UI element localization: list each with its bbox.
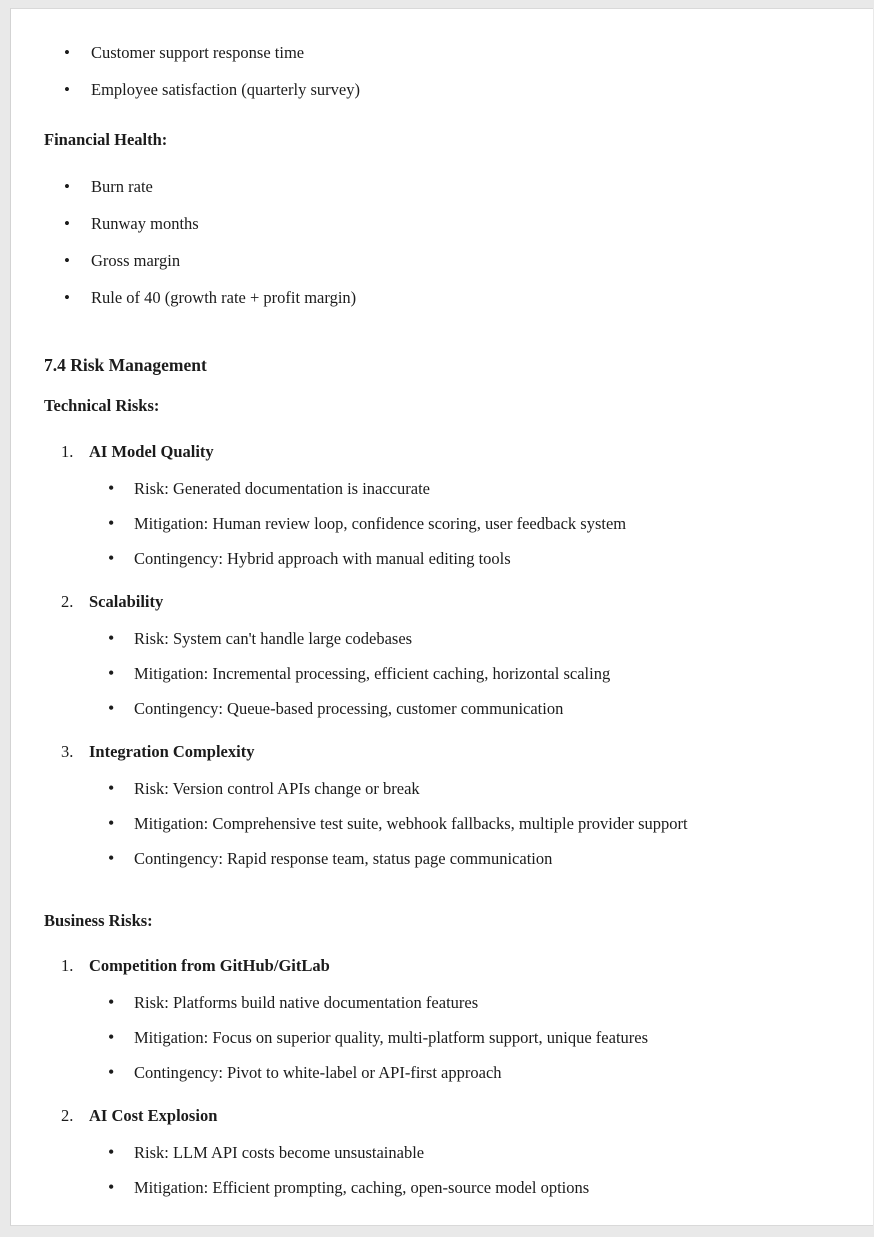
bullet-text: Contingency: Hybrid approach with manual editing tools	[134, 549, 511, 568]
section-heading-risk-management: 7.4 Risk Management	[44, 355, 207, 375]
sub-bullet-item	[11, 849, 873, 869]
sub-bullet-item	[11, 699, 873, 719]
sub-bullet-item	[11, 549, 873, 569]
bullet-text: Gross margin	[91, 251, 181, 270]
bullet-item	[11, 288, 873, 308]
numbered-item	[11, 1106, 873, 1126]
item-title: Scalability	[89, 592, 164, 611]
para-label-technical-risks: Technical Risks:	[44, 396, 160, 415]
bullet-item	[11, 80, 873, 100]
numbered-item	[11, 742, 873, 762]
bullet-text: Rule of 40 (growth rate + profit margin)	[91, 288, 357, 307]
bullet-item	[11, 43, 873, 63]
document-page	[10, 8, 873, 1226]
bullet-text: Runway months	[91, 214, 199, 233]
bullet-text: Contingency: Pivot to white-label or API-first approach	[134, 1063, 502, 1082]
numbered-item	[11, 592, 873, 612]
sub-bullet-item	[11, 629, 873, 649]
sub-bullet-item	[11, 779, 873, 799]
sub-bullet-item	[11, 1028, 873, 1048]
item-number: 2.	[61, 1106, 74, 1125]
bullet-text: Risk: System can't handle large codebases	[134, 629, 413, 648]
sub-bullet-item	[11, 1063, 873, 1083]
item-number: 3.	[61, 742, 74, 761]
bullet-text: Risk: Platforms build native documentation features	[134, 993, 479, 1012]
para-label-business-risks: Business Risks:	[44, 911, 153, 930]
numbered-item	[11, 956, 873, 976]
bullet-text: Employee satisfaction (quarterly survey)	[91, 80, 360, 99]
bullet-text: Burn rate	[91, 177, 153, 196]
sub-bullet-item	[11, 814, 873, 834]
sub-bullet-item	[11, 514, 873, 534]
sub-bullet-item	[11, 664, 873, 684]
bullet-item	[11, 251, 873, 271]
bullet-text: Mitigation: Human review loop, confidence scoring, user feedback system	[134, 514, 627, 533]
item-number: 1.	[61, 442, 74, 461]
bullet-text: Contingency: Queue-based processing, customer communication	[134, 699, 564, 718]
bullet-text: Customer support response time	[91, 43, 305, 62]
item-number: 2.	[61, 592, 74, 611]
bullet-text: Mitigation: Incremental processing, efficient caching, horizontal scaling	[134, 664, 611, 683]
para-label-financial-health: Financial Health:	[44, 130, 168, 149]
item-number: 1.	[61, 956, 74, 975]
bullet-text: Mitigation: Focus on superior quality, multi-platform support, unique features	[134, 1028, 649, 1047]
sub-bullet-item	[11, 1178, 873, 1198]
item-title: Competition from GitHub/GitLab	[89, 956, 330, 975]
bullet-text: Risk: LLM API costs become unsustainable	[134, 1143, 425, 1162]
bullet-text: Mitigation: Efficient prompting, caching, open-source model options	[134, 1178, 590, 1197]
item-title: AI Cost Explosion	[89, 1106, 218, 1125]
numbered-item	[11, 442, 873, 462]
sub-bullet-item	[11, 993, 873, 1013]
bullet-text: Contingency: Rapid response team, status page communication	[134, 849, 553, 868]
item-title: Integration Complexity	[89, 742, 255, 761]
bullet-text: Risk: Generated documentation is inaccurate	[134, 479, 430, 498]
sub-bullet-item	[11, 1143, 873, 1163]
bullet-item	[11, 177, 873, 197]
bullet-text: Mitigation: Comprehensive test suite, webhook fallbacks, multiple provider support	[134, 814, 688, 833]
bullet-item	[11, 214, 873, 234]
item-title: AI Model Quality	[89, 442, 214, 461]
sub-bullet-item	[11, 479, 873, 499]
bullet-text: Risk: Version control APIs change or break	[134, 779, 420, 798]
